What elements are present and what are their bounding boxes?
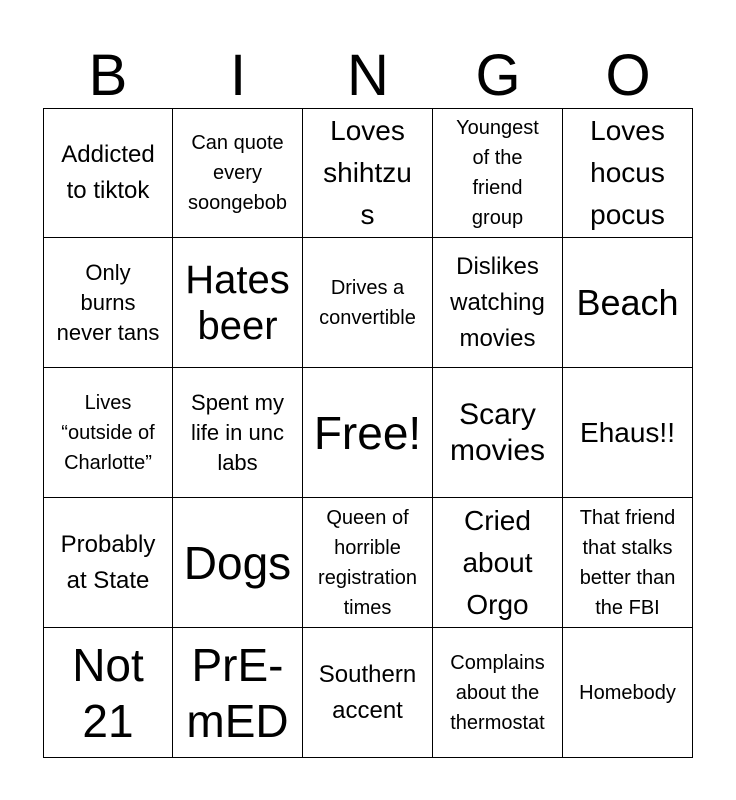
bingo-cell[interactable] — [303, 628, 433, 758]
bingo-cell[interactable] — [433, 368, 563, 498]
bingo-cell[interactable] — [43, 108, 173, 238]
bingo-cell[interactable] — [433, 498, 563, 628]
header-letter-b: B — [88, 43, 128, 108]
bingo-cell[interactable] — [43, 628, 173, 758]
cell-text: Probably at State — [60, 530, 156, 594]
bingo-cell[interactable] — [563, 498, 693, 628]
header-letter-g: G — [475, 43, 521, 108]
cell-text: Lives “outside of Charlotte” — [61, 391, 155, 474]
cell-text: Dislikes watching movies — [450, 252, 545, 352]
bingo-cell[interactable] — [563, 628, 693, 758]
bingo-cell free-space[interactable] — [303, 368, 433, 498]
bingo-cell[interactable] — [563, 238, 693, 368]
bingo-cell[interactable] — [433, 628, 563, 758]
header-letter-i: I — [229, 43, 247, 108]
cell-text: Not 21 — [72, 638, 144, 747]
cell-text: Loves shihtzu s — [323, 115, 412, 230]
bingo-cell[interactable] — [43, 238, 173, 368]
cell-text: Loves hocus pocus — [590, 115, 665, 230]
bingo-cell[interactable] — [303, 108, 433, 238]
bingo-header — [43, 40, 693, 108]
bingo-cell[interactable] — [433, 238, 563, 368]
bingo-cell[interactable] — [173, 238, 303, 368]
bingo-cell[interactable] — [433, 108, 563, 238]
cell-text: Scary movies — [449, 397, 546, 467]
cell-text: Hates beer — [185, 257, 290, 348]
bingo-cell[interactable] — [173, 628, 303, 758]
cell-text: Homebody — [579, 681, 676, 704]
bingo-cell[interactable] — [173, 498, 303, 628]
bingo-cell[interactable] — [563, 368, 693, 498]
cell-text: Queen of horrible registration times — [318, 506, 417, 619]
cell-text: Southern accent — [318, 660, 417, 724]
cell-text: Addicted to tiktok — [61, 141, 155, 204]
cell-text: Beach — [576, 281, 679, 323]
bingo-cell[interactable] — [43, 368, 173, 498]
cell-text: Only burns never tans — [56, 259, 160, 345]
cell-text: Youngest of the friend group — [456, 117, 539, 229]
bingo-cell[interactable] — [303, 238, 433, 368]
cell-text: Dogs — [183, 536, 292, 589]
bingo-cell[interactable] — [173, 368, 303, 498]
bingo-cell[interactable] — [303, 498, 433, 628]
header-letter-n: N — [347, 43, 389, 108]
cell-text: Complains about the thermostat — [450, 651, 545, 734]
cell-text: Can quote every soongebob — [188, 132, 287, 214]
bingo-grid — [43, 108, 693, 758]
cell-text: Drives a convertible — [319, 276, 416, 329]
cell-text: Ehaus!! — [580, 416, 675, 448]
header-letter-o: O — [605, 43, 651, 108]
bingo-cell[interactable] — [563, 108, 693, 238]
bingo-cell[interactable] — [173, 108, 303, 238]
cell-text: Spent my life in unc labs — [191, 389, 284, 475]
cell-text: Cried about Orgo — [462, 504, 533, 620]
cell-text: PrE- mED — [186, 638, 289, 747]
cell-text: That friend that stalks better than the FBI — [579, 506, 676, 619]
free-space-text: Free! — [313, 406, 422, 459]
bingo-cell[interactable] — [43, 498, 173, 628]
